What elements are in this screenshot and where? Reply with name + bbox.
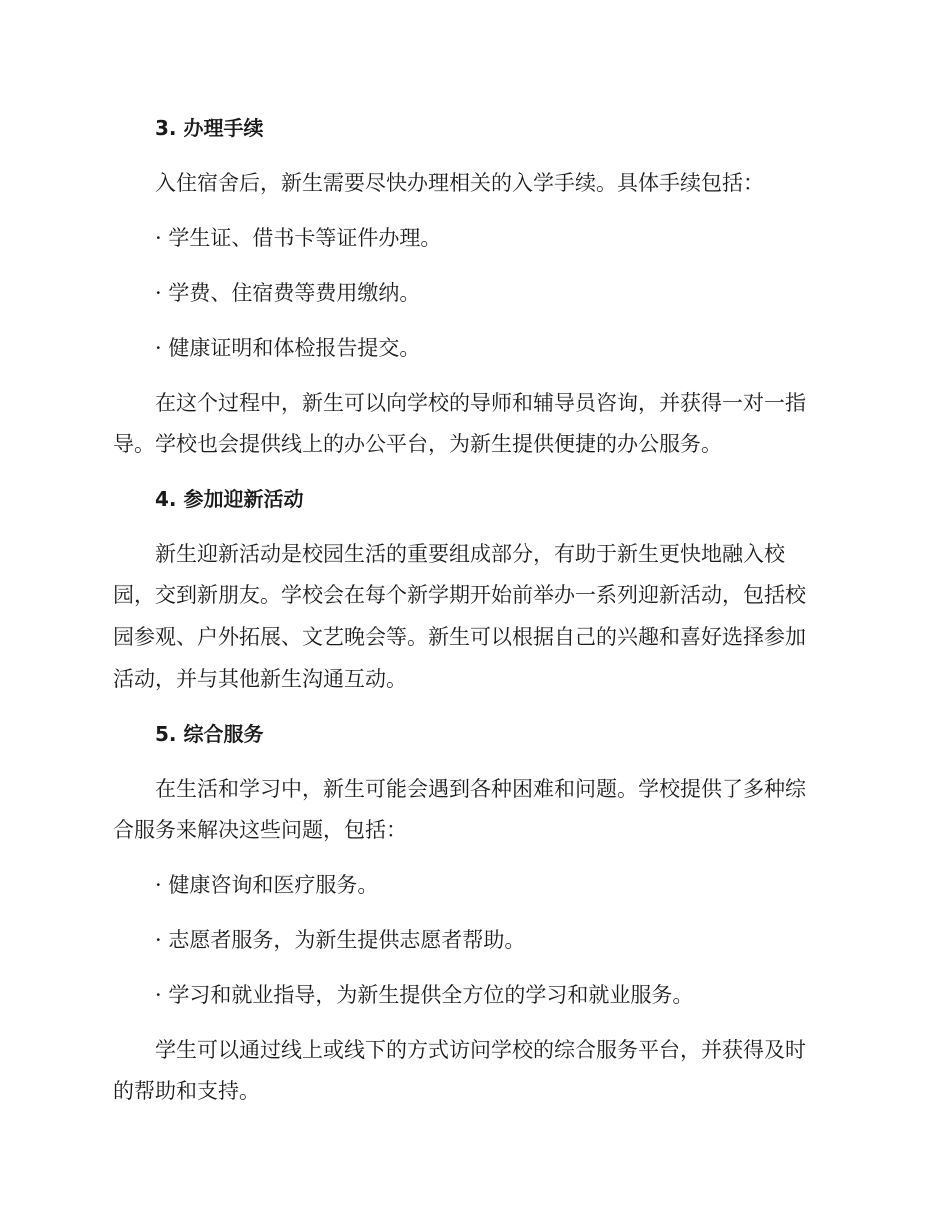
paragraph-line: 导。学校也会提供线上的办公平台，为新生提供便捷的办公服务。: [113, 432, 722, 456]
paragraph-line: 园，交到新朋友。学校会在每个新学期开始前举办一系列迎新活动，包括校: [113, 583, 806, 607]
paragraph-line: 活动，并与其他新生沟通互动。: [113, 667, 407, 691]
paragraph-line: 新生迎新活动是校园生活的重要组成部分，有助于新生更快地融入校: [155, 542, 785, 566]
section-heading-4: 4. 参加迎新活动: [155, 487, 304, 511]
paragraph-line: 入住宿舍后，新生需要尽快办理相关的入学手续。具体手续包括：: [155, 171, 764, 195]
bullet-item: · 学生证、借书卡等证件办理。: [155, 226, 442, 250]
bullet-item: · 学习和就业指导，为新生提供全方位的学习和就业服务。: [155, 983, 694, 1007]
paragraph-line: 合服务来解决这些问题，包括：: [113, 818, 407, 842]
section-heading-3: 3. 办理手续: [155, 116, 264, 140]
paragraph-line: 在这个过程中，新生可以向学校的导师和辅导员咨询，并获得一对一指: [155, 391, 806, 415]
bullet-item: · 志愿者服务，为新生提供志愿者帮助。: [155, 928, 526, 952]
paragraph-line: 学生可以通过线上或线下的方式访问学校的综合服务平台，并获得及时: [155, 1038, 806, 1062]
bullet-item: · 健康证明和体检报告提交。: [155, 336, 421, 360]
paragraph-line: 园参观、户外拓展、文艺晚会等。新生可以根据自己的兴趣和喜好选择参加: [113, 625, 806, 649]
paragraph-line: 的帮助和支持。: [113, 1079, 260, 1103]
bullet-item: · 学费、住宿费等费用缴纳。: [155, 281, 421, 305]
paragraph-line: 在生活和学习中，新生可能会遇到各种困难和问题。学校提供了多种综: [155, 777, 806, 801]
bullet-item: · 健康咨询和医疗服务。: [155, 873, 379, 897]
section-heading-5: 5. 综合服务: [155, 722, 264, 746]
